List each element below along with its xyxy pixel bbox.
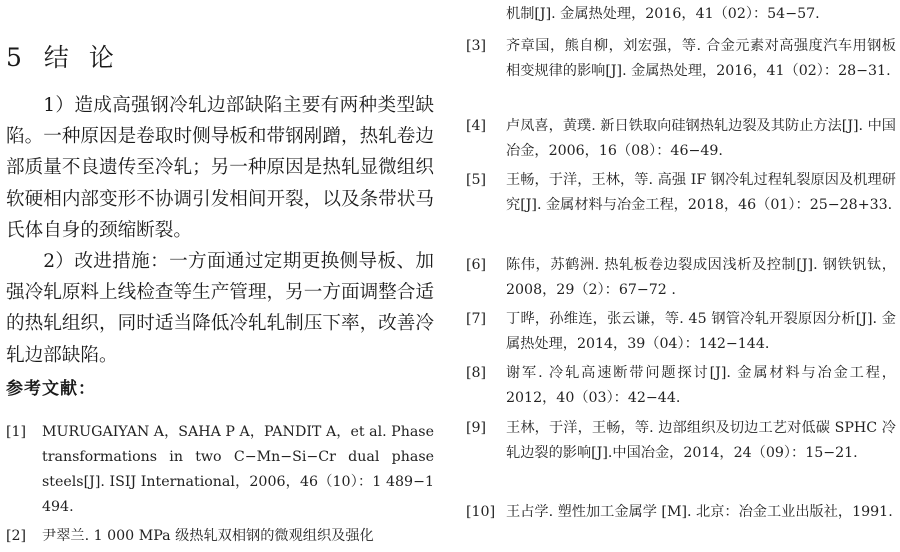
reference-tag: [10] [466, 504, 496, 520]
references-heading: 参考文献： [6, 379, 96, 399]
reference-tag: [1] [6, 424, 27, 440]
reference-item-8 [466, 361, 896, 411]
reference-text: MURUGAIYAN A，SAHA P A，PANDIT A，et al. Phase transformations in two C−Mn−Si−Cr dual phase steels[J]. ISIJ International，2006，46（10）：1 489−1 494. [42, 424, 434, 515]
reference-item-7 [466, 307, 896, 357]
reference-text: 王畅，于洋，王林，等. 高强 IF 钢冷轧过程轧裂原因及机理研究[J]. 金属材料与冶金工程，2018，46（01）：25−28+33. [506, 172, 896, 213]
reference-text: 机制[J]. 金属热处理，2016，41（02）：54−57. [506, 6, 820, 22]
reference-text: 王林，于洋，王畅，等. 边部组织及切边工艺对低碳 SPHC 冷轧边裂的影响[J].中国冶金，2014，24（09）：15−21. [506, 420, 896, 461]
reference-item-4 [466, 114, 896, 164]
reference-tag: [9] [466, 420, 487, 436]
reference-item-5 [466, 168, 896, 218]
reference-tag: [2] [6, 528, 27, 544]
section-heading [6, 38, 120, 74]
reference-text: 王占学. 塑性加工金属学 [M]. 北京：冶金工业出版社，1991. [506, 504, 893, 520]
reference-item-6 [466, 253, 896, 303]
reference-text: 齐章国，熊自柳，刘宏强，等. 合金元素对高强度汽车用钢板相变规律的影响[J]. 金属热处理，2016，41（02）：28−31. [506, 38, 896, 79]
section-number: 5 [6, 43, 28, 72]
reference-tag: [8] [466, 365, 487, 381]
reference-tag: [6] [466, 257, 487, 273]
reference-item-10 [466, 500, 896, 525]
section-title: 结 论 [43, 43, 120, 72]
reference-text: 谢军. 冷轧高速断带问题探讨[J]. 金属材料与冶金工程，2012，40（03）：42−44. [506, 365, 896, 406]
reference-item-2 [6, 524, 434, 549]
reference-item-2-continued [466, 2, 896, 27]
conclusion-paragraph-2: 2）改进措施：一方面通过定期更换侧导板、加强冷轧原料上线检查等生产管理，另一方面调整合适的热轧组织，同时适当降低冷轧轧制压下率，改善冷轧边部缺陷。 [6, 251, 434, 366]
reference-tag: [4] [466, 118, 487, 134]
reference-item-3 [466, 34, 896, 84]
reference-text: 丁晔，孙维连，张云谦，等. 45 钢管冷轧开裂原因分析[J]. 金属热处理，2014，39（04）：142−144. [506, 311, 896, 352]
reference-tag: [5] [466, 172, 487, 188]
reference-text: 卢凤喜，黄璞. 新日铁取向硅钢热轧边裂及其防止方法[J]. 中国冶金，2006，16（08）：46−49. [506, 118, 896, 159]
conclusion-paragraph-1: 1）造成高强钢冷轧边部缺陷主要有两种类型缺陷。一种原因是卷取时侧导板和带钢剐蹭，热轧卷边部质量不良遗传至冷轧；另一种原因是热轧显微组织软硬相内部变形不协调引发相间开裂，以及条带状马氏体自身的颈缩断裂。 [6, 95, 434, 241]
reference-item-1 [6, 420, 434, 520]
reference-tag: [3] [466, 38, 487, 54]
reference-text: 尹翠兰. 1 000 MPa 级热轧双相钢的微观组织及强化 [42, 528, 374, 544]
reference-text: 陈伟，苏鹤洲. 热轧板卷边裂成因浅析及控制[J]. 钢铁钒钛，2008，29（2）：67−72 . [506, 257, 896, 298]
reference-item-9 [466, 416, 896, 466]
reference-tag: [7] [466, 311, 487, 327]
